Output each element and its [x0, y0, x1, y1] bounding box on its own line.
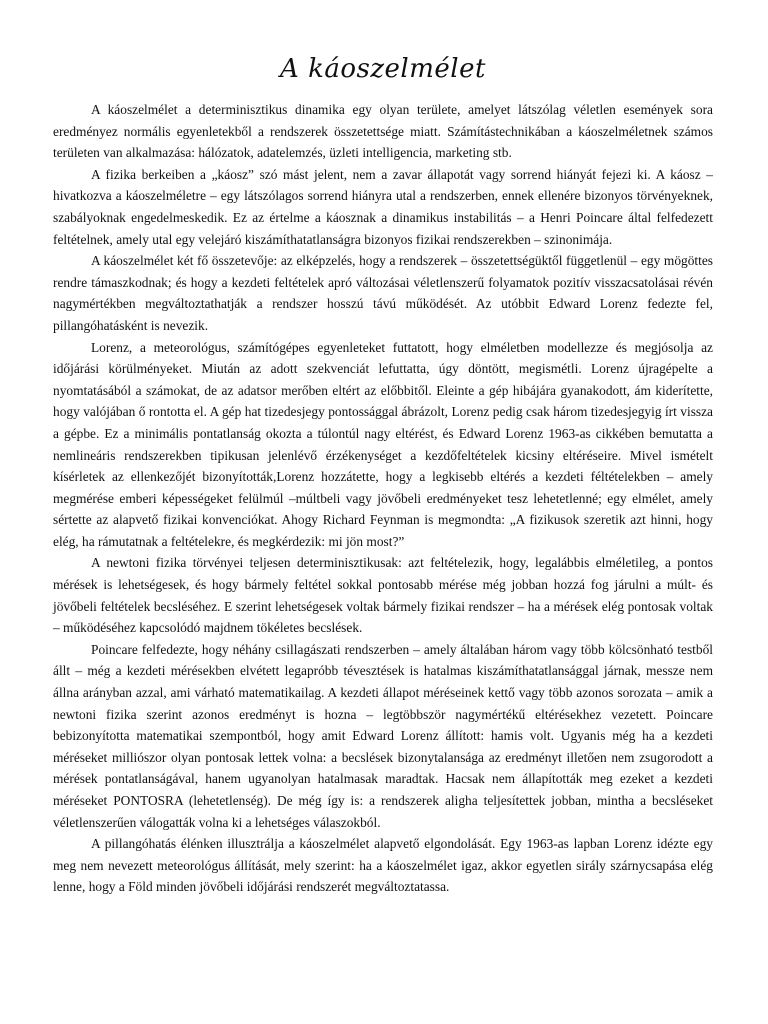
- document-page: [53, 52, 713, 898]
- paragraph: A káoszelmélet a determinisztikus dinamika egy olyan területe, amelyet látszólag véletlen események sora eredményez normális egyenletekből a rendszerek összetettsége miatt. Számítástechnikában a káoszelméletnek számos területen van alkalmazása: hálózatok, adatelemzés, üzleti intelligencia, marketing stb.: [53, 102, 713, 161]
- paragraph: Poincare felfedezte, hogy néhány csillagászati rendszerben – amely általában három vagy több kölcsönható testből állt – még a kezdeti mérésekben elvétett legapróbb tévesztések is hatalmas kiszámíthatatlansággal járnak, messze nem állna arányban azzal, ami várható matematikailag. A kezdeti állapot méréseinek kettő vagy több azonos sorozata – amik a newtoni fizika szerint azonos eredményt is hozna – legtöbbször nagymértékű eltérésekhez vezetett. Poincare bebizonyította matematikai szempontból, hogy amit Edward Lorenz állított: hamis volt. Ugyanis még ha a kezdeti méréseket milliószor olyan pontosak lettek volna: a becslések bizonytalansága az eredményt illetően nem zsugorodott a mérések pontatlanságával, hanem ugyanolyan hatalmasak maradtak. Hacsak nem állapították meg ezeket a kezdeti méréseket PONTOSRA (lehetetlenség). De még így is: a rendszerek aligha teljesítettek jobban, mintha a becsléseket véletlenszerűen válogatták volna ki a lehetséges válaszokból.: [53, 641, 713, 830]
- paragraph: A pillangóhatás élénken illusztrálja a káoszelmélet alapvető elgondolását. Egy 1963-as lapban Lorenz idézte egy meg nem nevezett meteorológus állítását, mely szerint: ha a káoszelmélet igaz, akkor egyetlen sirály szárnycsapása elég lenne, hogy a Föld minden jövőbeli időjárási rendszerét megváltoztatassa.: [53, 836, 713, 895]
- paragraph: A fizika berkeiben a „káosz” szó mást jelent, nem a zavar állapotát vagy sorrend hiányát fejezi ki. A káosz – hivatkozva a káoszelméletre – egy látszólagos sorrend hiányra utal a rendszerben, ennek ellenére bizonyos törvényeknek, szabályoknak engedelmeskedik. Ez az értelme a káosznak a dinamikus instabilitás – a Henri Poincare által felfedezett feltételnek, amely utal egy velejáró kiszámíthatatlanságra bizonyos fizikai rendszerekben – szinonimája.: [53, 166, 713, 247]
- paragraph: A káoszelmélet két fő összetevője: az elképzelés, hogy a rendszerek – összetettségüktől függetlenül – egy mögöttes rendre támaszkodnak; és hogy a kezdeti feltételek apró változásai véletlenszerű folyamatok pozitív visszacsatolásai révén nagymértékben megváltoztathatják a rendszer hosszú távú működését. Az utóbbit Edward Lorenz fedezte fel, pillangóhatásként is nevezik.: [53, 253, 713, 333]
- page-title: A káoszelmélet: [280, 54, 486, 84]
- paragraph: A newtoni fizika törvényei teljesen determinisztikusak: azt feltételezik, hogy, legalábbis elméletileg, a pontos mérések is lehetségesek, és hogy bármely feltétel sokkal pontosabb mérése még jobban hozzá fog járulni a múlt- és jövőbeli feltételek becsléséhez. E szerint lehetségesek voltak bármely fizikai rendszer – ha a mérések elég pontosak voltak – működéséhez kapcsolódó majdnem tökéletes becslések.: [53, 555, 713, 636]
- paragraph: Lorenz, a meteorológus, számítógépes egyenleteket futtatott, hogy elméletben modellezze és megjósolja az időjárási körülményeket. Miután az adott szekvenciát lefuttatta, úgy döntött, megismétli. Lorenz újragépelte a nyomtatásából a számokat, de az adatsor merőben eltért az előbbitől. Eleinte a gép hibájára gyanakodott, ám kiderítette, hogy valójában ő rontotta el. A gép hat tizedesjegy pontossággal ábrázolt, Lorenz pedig csak három tizedesjegyig írt vissza a gépbe. Ez a minimális pontatlanság okozta a túlontúl nagy eltérést, és Edward Lorenz 1963-as cikkében bemutatta a nemlineáris rendszerekben tipikusan jelenlévő érzékenységet a kezdőfeltételek kicsiny eltéréseire. Mivel ismételt kísérletek az ellenkezőjét bizonyították,Lorenz hozzátette, hogy a legkisebb eltérés a kezdeti féltételekben – amely megmérése emberi képességeket felülmúl –múltbeli vagy jövőbeli eredményeket tesz lehetetlenné; egy elmélet, amely sértette az alapvető fizikai konvenciókat. Ahogy Richard Feynman is megmondta: „A fizikusok szeretik azt hinni, hogy elég, ha rámutatnak a feltételekre, és megkérdezik: mi jön most?”: [53, 339, 713, 549]
